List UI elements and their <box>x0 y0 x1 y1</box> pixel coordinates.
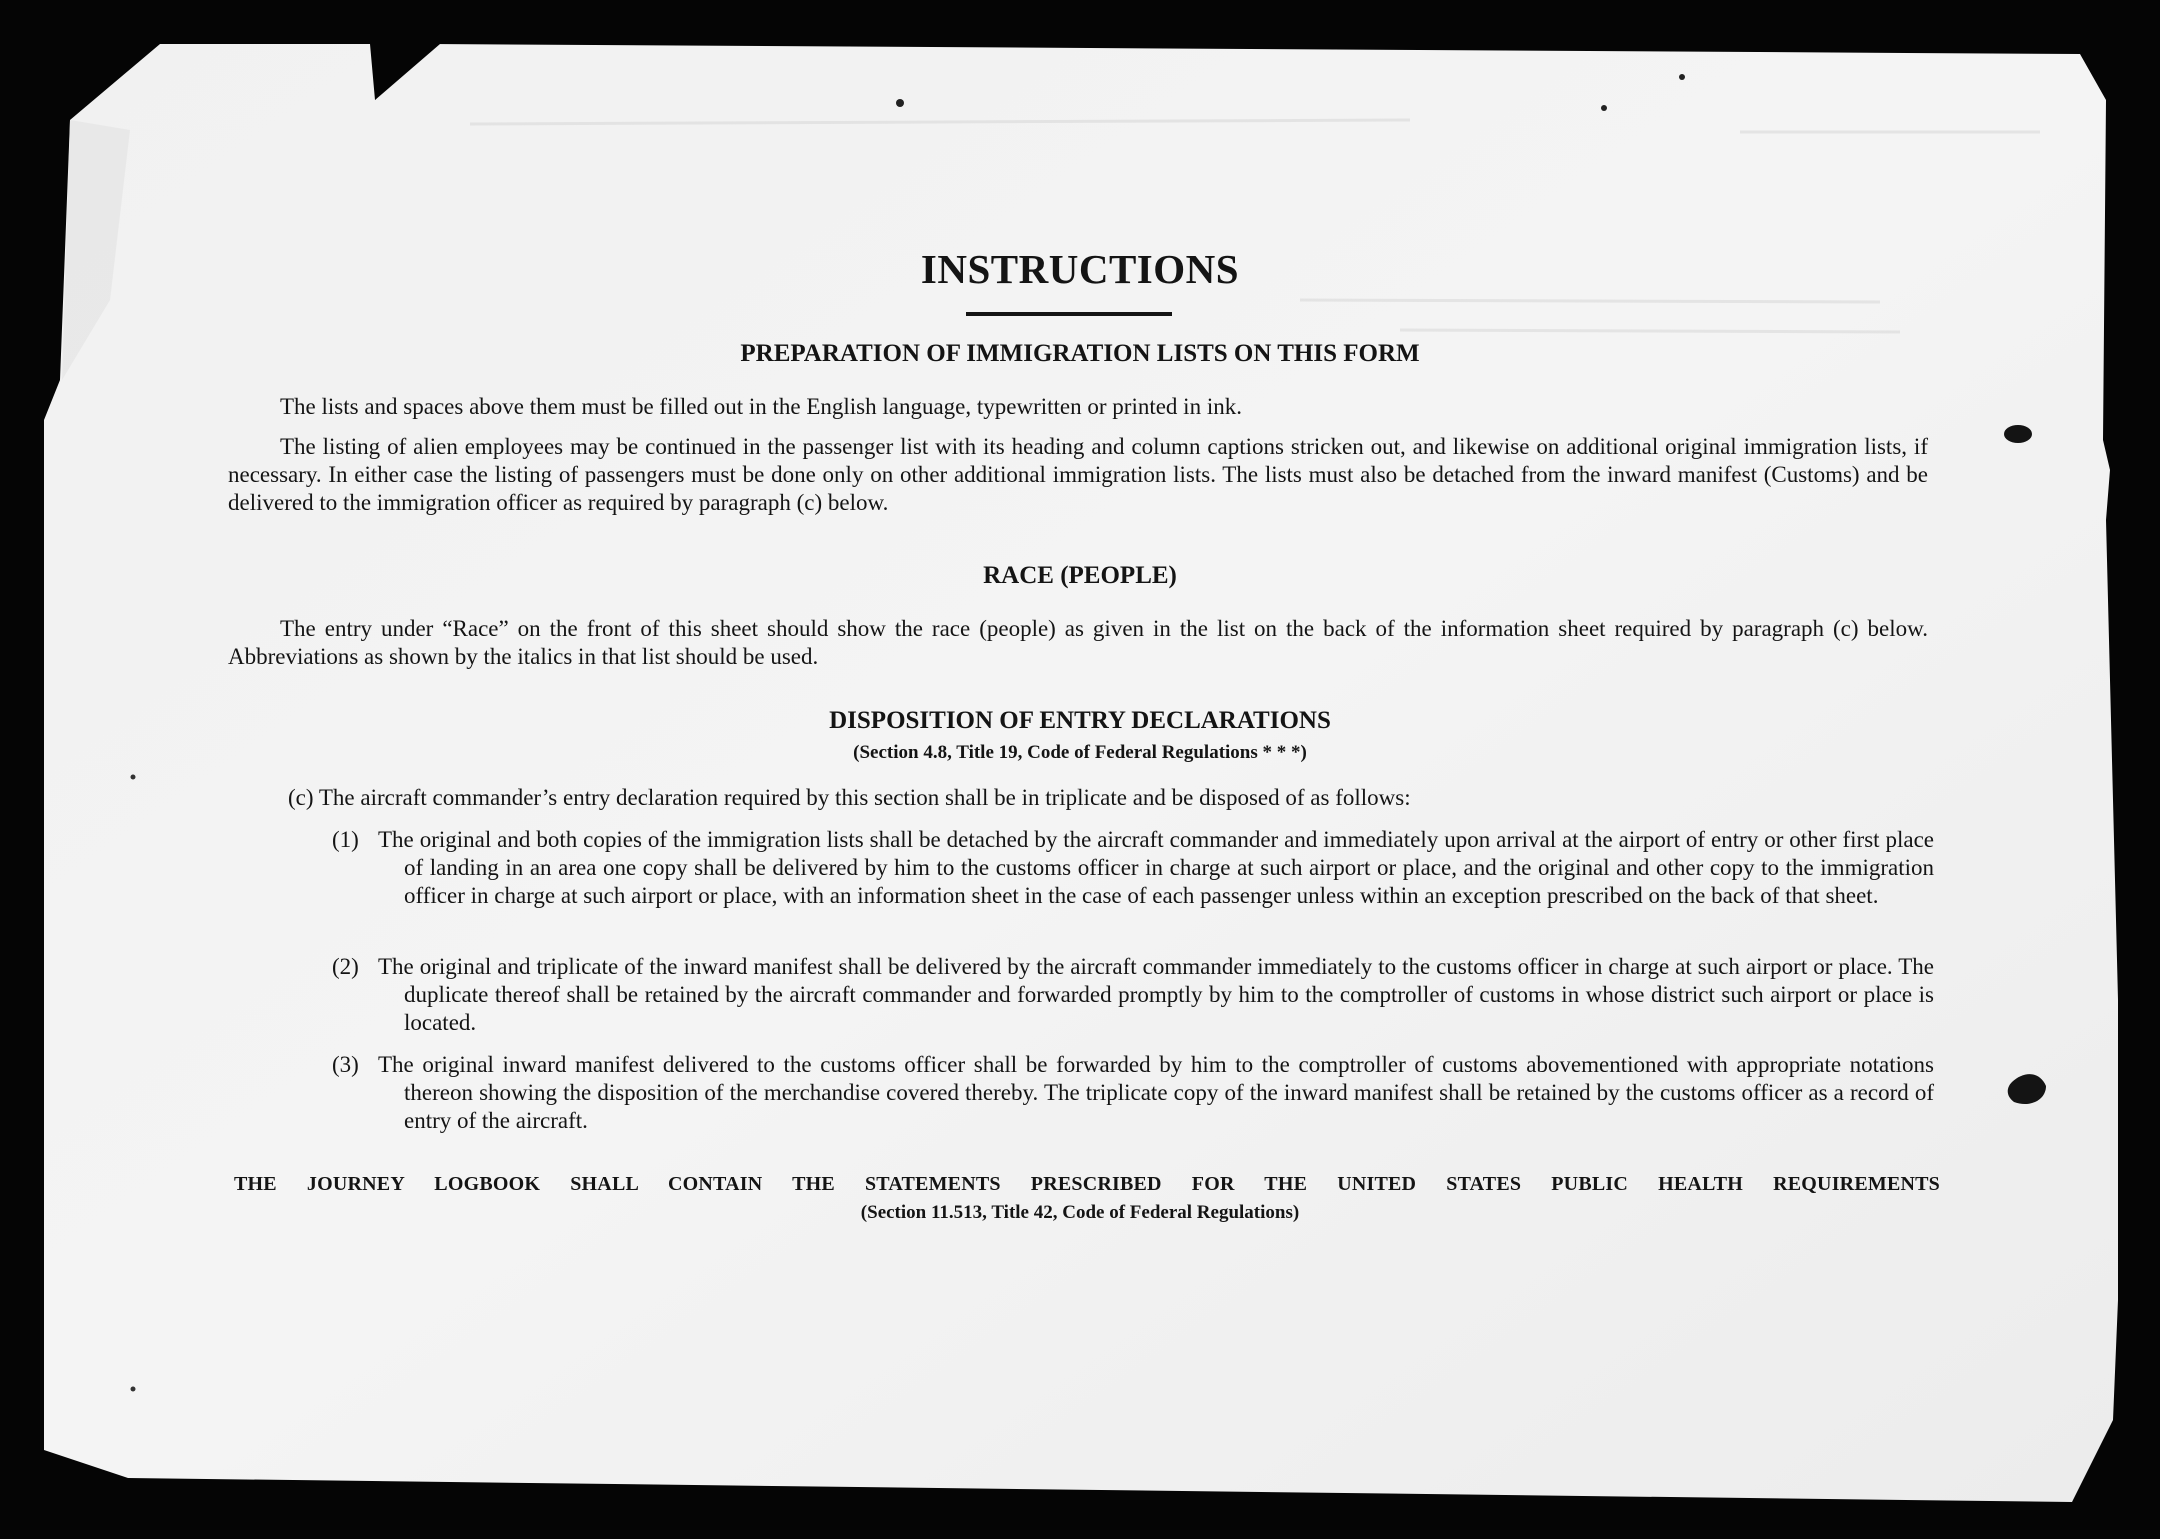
list-item-number: (1) <box>332 827 359 852</box>
list-item <box>332 826 1934 910</box>
list-item-text: The original and both copies of the immigration lists shall be detached by the aircraft commander and immediately upon arrival at the airport of entry or other first place of landing in an area one copy shall be delivered by him to the customs officer in charge at such airport or place, and the original and other copy to the immigration officer in charge at such airport or place, with an information sheet in the case of each passenger unless within an exception prescribed on the back of that sheet. <box>378 827 1934 908</box>
title-underline <box>966 312 1172 316</box>
page-title: INSTRUCTIONS <box>920 246 1240 292</box>
section-heading-disposition: DISPOSITION OF ENTRY DECLARATIONS <box>829 707 1331 734</box>
section-heading-race: RACE (PEOPLE) <box>983 562 1177 589</box>
paragraph-alien-employees: The listing of alien employees may be continued in the passenger list with its heading and column captions stricken out, and likewise on additional original immigration lists, if necessary. In either case the listing of passengers must be done only on other additional immigration lists. The lists must also be detached from the inward manifest (Customs) and be delivered to the immigration officer as required by paragraph (c) below. <box>228 434 1928 515</box>
list-item-text: The original and triplicate of the inward manifest shall be delivered by the aircraft commander immediately to the customs officer in charge at such airport or place. The duplicate thereof shall be retained by the aircraft commander and forwarded promptly by him to the comptroller of customs in whose district such airport or place is located. <box>378 954 1934 1035</box>
section-heading-preparation: PREPARATION OF IMMIGRATION LISTS ON THIS FORM <box>740 340 1420 367</box>
health-requirements-statement: THE JOURNEY LOGBOOK SHALL CONTAIN THE STATEMENTS PRESCRIBED FOR THE UNITED STATES PUBLIC HEALTH REQUIREMENTS <box>234 1173 1940 1195</box>
paragraph-language-requirement: The lists and spaces above them must be filled out in the English language, typewritten or printed in ink. <box>280 394 1242 419</box>
health-requirements-citation: (Section 11.513, Title 42, Code of Federal Regulations) <box>860 1202 1300 1223</box>
disposition-citation: (Section 4.8, Title 19, Code of Federal Regulations * * *) <box>853 742 1307 763</box>
list-item <box>332 953 1934 1037</box>
paragraph-c-lead: (c) The aircraft commander’s entry declaration required by this section shall be in triplicate and be disposed of as follows: <box>288 785 1411 810</box>
paragraph-race-entry: The entry under “Race” on the front of this sheet should show the race (people) as given in the list on the back of the information sheet required by paragraph (c) below. Abbreviations as shown by the italics in that list should be used. <box>228 616 1928 669</box>
list-item-text: The original inward manifest delivered to the customs officer shall be forwarded by him to the comptroller of customs abovementioned with appropriate notations thereon showing the disposition of the merchandise covered thereby. The triplicate copy of the inward manifest shall be retained by the customs officer as a record of entry of the aircraft. <box>378 1052 1934 1133</box>
list-item <box>332 1051 1934 1135</box>
list-item-number: (2) <box>332 954 359 979</box>
list-item-number: (3) <box>332 1052 359 1077</box>
